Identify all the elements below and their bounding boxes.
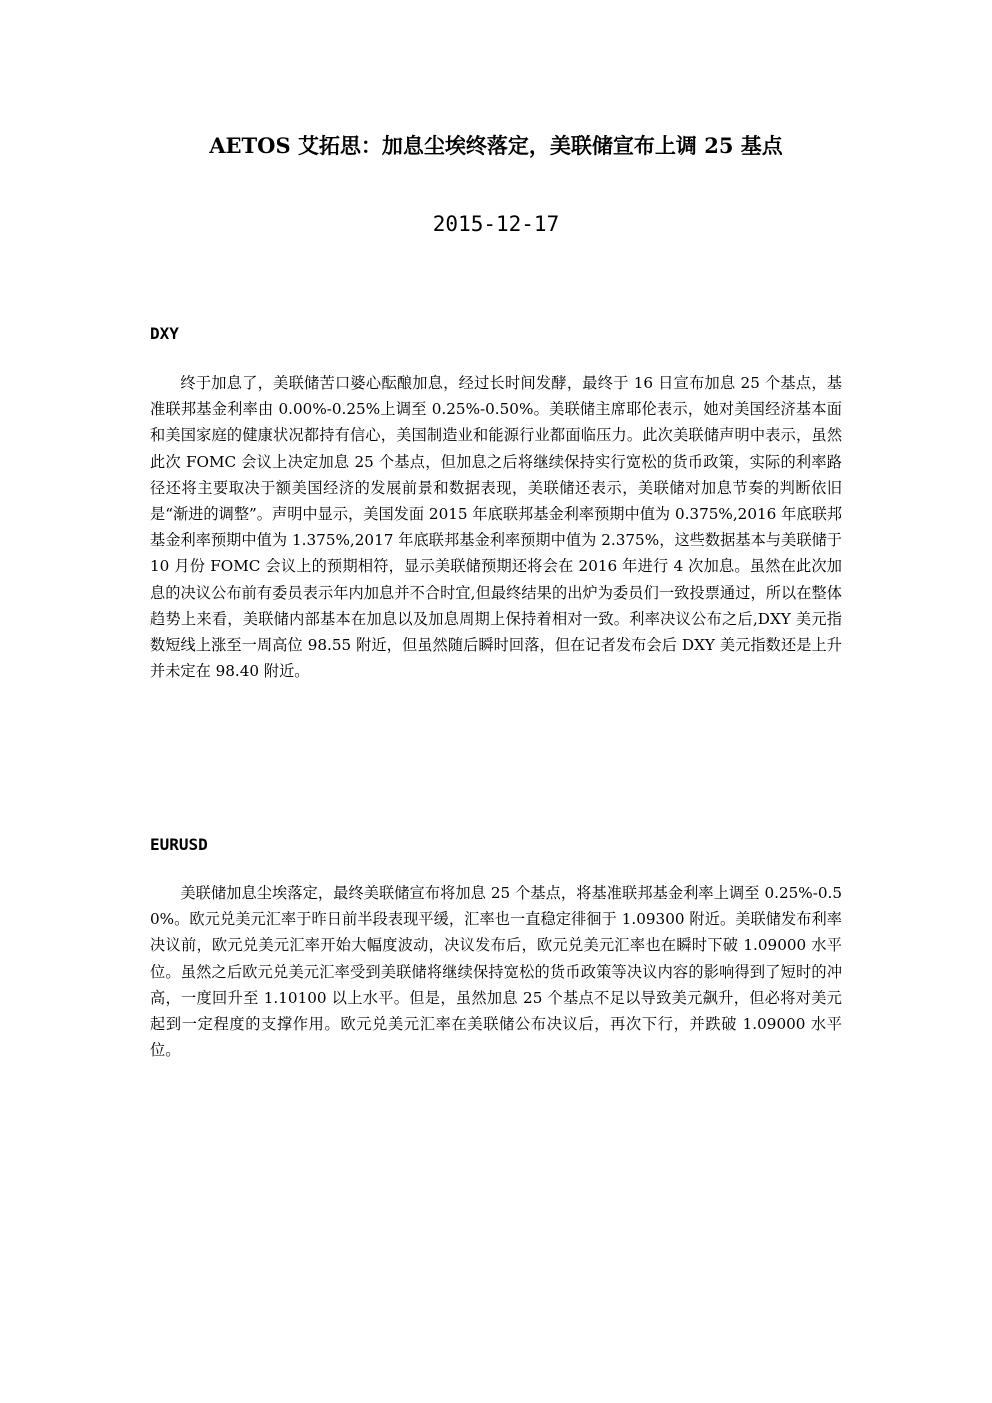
document-title: AETOS 艾拓思：加息尘埃终落定，美联储宣布上调 25 基点 [209,133,783,158]
section-heading-eurusd: EURUSD [150,835,208,854]
section-paragraph-dxy: 终于加息了，美联储苦口婆心酝酿加息，经过长时间发酵，最终于 16 日宣布加息 25 个基点，基准联邦基金利率由 0.00%-0.25%上调至 0.25%-0.50%。美联储主席耶伦表示，她对美国经济基本面和美国家庭的健康状况都持有信心，美国制造业和能源行业都面临压力。此次美联储声明中表示，虽然此次 FOMC 会议上决定加息 25 个基点，但加息之后将继续保持实行宽松的货币政策，实际的利率路径还将主要取决于额美国经济的发展前景和数据表现，美联储还表示，美联储对加息节奏的判断依旧是“渐进的调整”。声明中显示，美国发面 2015 年底联邦基金利率预期中值为 0.375%,2016 年底联邦基金利率预期中值为 1.375%,2017 年底联邦基金利率预期中值为 2.375%，这些数据基本与美联储于 10 月份 FOMC 会议上的预期相符，显示美联储预期还将会在 2016 年进行 4 次加息。虽然在此次加息的决议公布前有委员表示年内加息并不合时宜,但最终结果的出炉为委员们一致投票通过，所以在整体趋势上来看，美联储内部基本在加息以及加息周期上保持着相对一致。利率决议公布之后,DXY 美元指数短线上涨至一周高位 98.55 附近，但虽然随后瞬时回落，但在记者发布会后 DXY 美元指数还是上升并未定在 98.40 附近。 [150,374,842,681]
section-paragraph-eurusd: 美联储加息尘埃落定，最终美联储宣布将加息 25 个基点，将基准联邦基金利率上调至 0.25%-0.50%。欧元兑美元汇率于昨日前半段表现平缓，汇率也一直稳定徘徊于 1.09300 附近。美联储发布利率决议前，欧元兑美元汇率开始大幅度波动，决议发布后，欧元兑美元汇率也在瞬时下破 1.09000 水平位。虽然之后欧元兑美元汇率受到美联储将继续保持宽松的货币政策等决议内容的影响得到了短时的冲高，一度回升至 1.10100 以上水平。但是，虽然加息 25 个基点不足以导致美元飙升，但必将对美元起到一定程度的支撑作用。欧元兑美元汇率在美联储公布决议后，再次下行，并跌破 1.09000 水平位。 [150,884,842,1060]
document-date: 2015-12-17 [432,212,560,236]
section-heading-dxy: DXY [150,324,179,343]
